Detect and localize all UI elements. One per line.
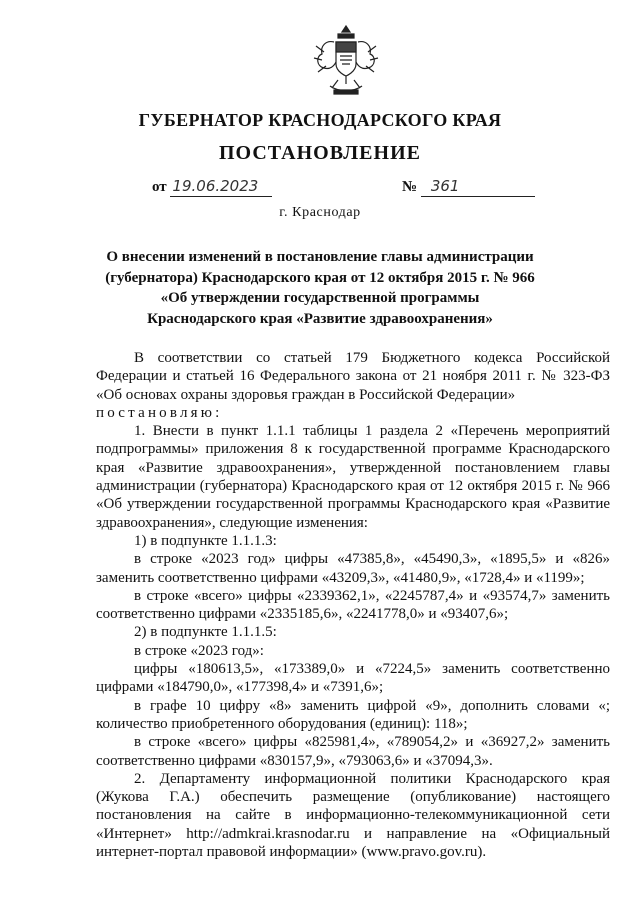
paragraph-2: 2. Департаменту информационной политики Краснодарского края (Жукова Г.А.) обеспечить размещение (опубликование) настоящего постановления на сайте в информационно-телекоммуникационной сети «Интернет» http://admkrai.krasnodar.ru и направление на «Официальный интернет-портал правовой информации» (www.pravo.gov.ru). [96,770,610,861]
document-number [402,177,535,197]
subpoint-2-change-c: в строке «всего» цифры «825981,4», «789054,2» и «36927,2» заменить соответственно цифрами «830157,9», «793063,6» и «37094,3». [96,734,610,769]
number-value: 361 [421,177,535,197]
date-prefix: от [152,179,167,195]
subpoint-1-change-a: в строке «2023 год» цифры «47385,8», «45490,3», «1895,5» и «826» заменить соответственно цифрами «43209,3», «41480,9», «1728,4» и «1199»; [96,551,610,586]
city: г. Краснодар [279,205,361,220]
title-line: Краснодарского края «Развитие здравоохранения» [147,310,493,327]
subpoint-1-change-b: в строке «всего» цифры «2339362,1», «2245787,4» и «93574,7» заменить соответственно цифрами «2335185,6», «2241778,0» и «93407,6»; [96,587,610,623]
document-date [152,177,272,197]
title-line: О внесении изменений в постановление главы администрации [106,249,534,265]
issuing-authority: ГУБЕРНАТОР КРАСНОДАРСКОГО КРАЯ [138,110,502,130]
title-line: «Об утверждении государственной программы [160,290,480,306]
paragraph-1: 1. Внести в пункт 1.1.1 таблицы 1 раздела 2 «Перечень мероприятий подпрограммы» приложения 8 к государственной программе Краснодарского края «Развитие здравоохранения», утвержденной постановлением главы администрации (губернатора) Краснодарского края от 12 октября 2015 г. № 966 «Об утверждении государственной программы Краснодарского края «Развитие здравоохранения», следующие изменения: [96,423,610,531]
subpoint-2: 2) в подпункте 1.1.1.5: [134,624,277,641]
document-title [100,247,540,329]
subpoint-1: 1) в подпункте 1.1.1.3: [134,532,277,549]
decree-word: постановляю: [96,404,223,421]
subpoint-2-change-a: цифры «180613,5», «173389,0» и «7224,5» заменить соответственно цифрами «184790,0», «177398,4» и «7391,6»; [96,661,610,696]
document-body [96,349,610,861]
number-prefix: № [402,179,418,195]
date-value: 19.06.2023 [170,177,272,197]
subpoint-2-row: в строке «2023 год»: [134,642,264,659]
preamble: В соответствии со статьей 179 Бюджетного кодекса Российской Федерации и статьей 16 Федерального закона от 21 ноября 2011 г. № 323-ФЗ «Об основах охраны здоровья граждан в Российской Федерации» [96,350,610,403]
document-type: ПОСТАНОВЛЕНИЕ [219,142,421,164]
subpoint-2-change-b: в графе 10 цифру «8» заменить цифрой «9», дополнить словами «; количество приобретенного оборудования (единиц): 118»; [96,697,610,732]
coat-of-arms-icon [312,22,380,100]
title-line: (губернатора) Краснодарского края от 12 октября 2015 г. № 966 [105,269,535,286]
